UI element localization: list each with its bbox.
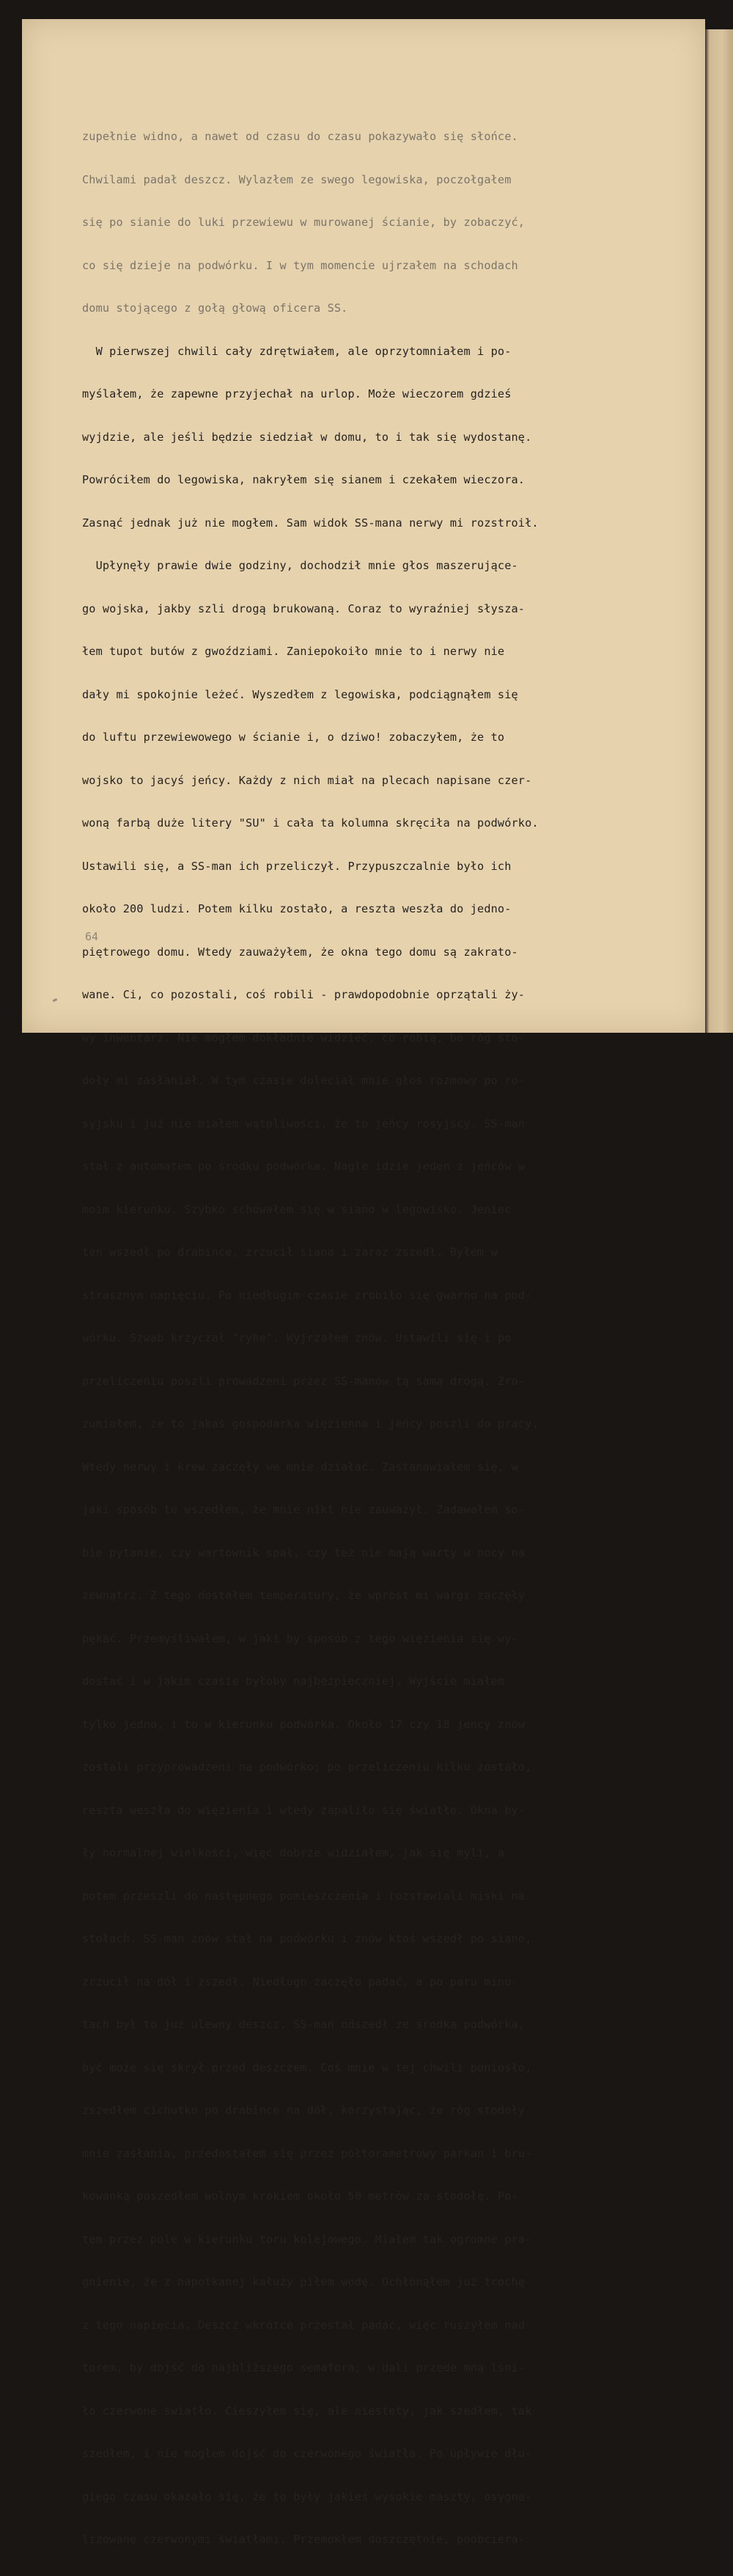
text-line: Zasnąć jednak już nie mogłem. Sam widok SS-mana nerwy mi rozstroił. bbox=[82, 516, 539, 530]
text-line: giego czasu okazało się, że to były jakieś wysokie maszty, osygna- bbox=[82, 2489, 532, 2503]
text-line: reszta weszła do więzienia i wtedy zapaliło się światło. Okna by- bbox=[82, 1803, 526, 1817]
text-line: zumiałem, że to jakaś gospodarka więzienna i jeńcy poszli do pracy. bbox=[82, 1417, 539, 1430]
text-line: łem tupot butów z gwoździami. Zaniepokoiło mnie to i nerwy nie bbox=[82, 645, 505, 658]
text-line: wórku. Szwab krzyczał "ryhe". Wyjrzałem znów. Ustawili się i po bbox=[82, 1331, 512, 1344]
text-line: wojsko to jacyś jeńcy. Każdy z nich miał na plecach napisane czer- bbox=[82, 773, 532, 787]
text-line: co się dzieje na podwórku. I w tym momencie ujrzałem na schodach bbox=[82, 258, 518, 272]
text-line: woną farbą duże litery "SU" i cała ta kolumna skręciła na podwórko. bbox=[82, 816, 539, 830]
text-line: Ustawili się, a SS-man ich przeliczył. Przypuszczalnie było ich bbox=[82, 859, 512, 873]
text-line: jaki sposób tu wszedłem, że mnie nikt nie zauważył. Zadawałem so- bbox=[82, 1503, 526, 1516]
text-line: gnienie, że z napotkanej kałuży piłem wodę. Ochłonąłem już trochę bbox=[82, 2275, 526, 2288]
text-line: go wojska, jakby szli drogą brukowaną. Coraz to wyraźniej słysza- bbox=[82, 601, 526, 615]
text-line: potem przeszli do następnego pomieszczenia i rozstawiali miski na bbox=[82, 1889, 526, 1903]
page-number: 64 bbox=[85, 930, 99, 943]
text-line: wyjdzie, ale jeśli będzie siedział w domu, to i tak się wydostanę. bbox=[82, 430, 532, 444]
text-line: zewnątrz. Z tego dostałem temperatury, że wprost mi wargi zaczęły bbox=[82, 1589, 526, 1602]
text-line: moim kierunku. Szybko schowałem się w siano w legowisko. Jeniec bbox=[82, 1202, 512, 1216]
text-line: zszedłem cichutko po drabince na dół, korzystając, że róg stodoły bbox=[82, 2104, 526, 2117]
body-text bbox=[82, 101, 668, 2576]
text-line: Upłynęły prawie dwie godziny, dochodził mnie głos maszerujące- bbox=[82, 559, 518, 572]
text-line: z tego napięcia. Deszcz wkrótce przestał padać, więc ruszyłem nad bbox=[82, 2318, 526, 2332]
text-line: około 200 ludzi. Potem kilku zostało, a reszta weszła do jedno- bbox=[82, 902, 512, 915]
text-line: Chwilami padał deszcz. Wylazłem ze swego legowiska, poczołgałem bbox=[82, 172, 512, 186]
text-line: przeliczeniu poszli prowadzeni przez SS-manów tą samą drogą. Zro- bbox=[82, 1374, 526, 1388]
text-line: dały mi spokojnie leżeć. Wyszedłem z legowiska, podciągnąłem się bbox=[82, 687, 518, 701]
text-line: być może się skrył przed deszczem. Coś mnie w tej chwili poniosło, bbox=[82, 2060, 532, 2074]
text-line: Powróciłem do legowiska, nakryłem się sianem i czekałem wieczora. bbox=[82, 473, 526, 486]
text-line: Wtedy nerwy i krew zaczęły we mnie działać. Zastanawiałem się, w bbox=[82, 1460, 518, 1474]
text-line: się po sianie do luki przewiewu w murowanej ścianie, by zobaczyć, bbox=[82, 216, 526, 229]
text-line: ten wszedł po drabince, zrzucił siana i zaraz zszedł. Byłem w bbox=[82, 1245, 498, 1259]
text-line: ło czerwone światło. Cieszyłem się, ale niestety, jak szedłem, tak bbox=[82, 2404, 532, 2418]
text-line: strasznym napięciu. Po niedługim czasie zrobiło się gwarno na pod- bbox=[82, 1288, 532, 1302]
text-line: lizowane czerwonymi światłami. Przemokłem doszczętnie, poobciera- bbox=[82, 2533, 526, 2546]
text-line: zupełnie widno, a nawet od czasu do czasu pokazywało się słońce. bbox=[82, 130, 518, 143]
text-line: tach był to już ulewny deszcz. SS-man odszedł ze środka podwórka, bbox=[82, 2018, 526, 2031]
text-line: torem, by dojść do najbliższego semafora; w dali przede mną lśni- bbox=[82, 2361, 526, 2374]
text-line: zrzucił na dół i zszedł. Niedługo zaczęło padać, a po paru minu- bbox=[82, 1975, 518, 1988]
text-line: pękać. Przemyśliwałem, w jaki by sposób z tego więzienia się wy- bbox=[82, 1631, 518, 1645]
text-line: wy inwentarz. Nie mogłem dokładnie widzieć, co robią, bo róg sto- bbox=[82, 1031, 526, 1044]
text-line: dostać i w jakim czasie byłoby najbezpieczniej. Wyjście miałem bbox=[82, 1675, 505, 1688]
text-line: tylko jedno, i to w kierunku podwórka. Około 17 czy 18 jeńcy znów bbox=[82, 1717, 526, 1731]
text-line: myślałem, że zapewne przyjechał na urlop. Może wieczorem gdzieś bbox=[82, 387, 512, 400]
text-line: zostali przyprowadzeni na podwórko; po przeliczeniu kilku zostało, bbox=[82, 1760, 532, 1774]
text-line: mnie zasłania, przedostałem się przez półtorametrowy parkan i bru- bbox=[82, 2146, 532, 2160]
text-line: ły normalnej wielkości, więc dobrze widziałem, jak się myli, a bbox=[82, 1846, 505, 1859]
text-line: stołach. SS-man znów stał na podwórku i znów ktoś wszedł po siano, bbox=[82, 1932, 532, 1945]
text-line: wane. Ci, co pozostali, coś robili - prawdopodobnie oprzątali ży- bbox=[82, 988, 526, 1001]
text-line: piętrowego domu. Wtedy zauważyłem, że okna tego domu są zakrato- bbox=[82, 945, 518, 959]
next-page-edge bbox=[705, 29, 733, 1033]
text-line: domu stojącego z gołą głową oficera SS. bbox=[82, 301, 348, 315]
text-line: kowanką poszedłem wolnym krokiem około 50 metrów za stodołę. Po- bbox=[82, 2189, 518, 2203]
text-line: stał z automatem po środku podwórka. Nagle idzie jeden z jeńców w bbox=[82, 1160, 526, 1173]
text-line: tem przez pole w kierunku toru kolejowego. Miałem tak ogromne pra- bbox=[82, 2232, 532, 2246]
text-line: doły mi zasłaniał. W tym czasie doleciał mnie głos rozmowy po ro- bbox=[82, 1074, 526, 1087]
text-line: bie pytanie, czy wartownik spał, czy też nie mają warty w nocy na bbox=[82, 1545, 526, 1559]
text-line: szedłem, i nie mogłem dojść do czerwonego światła. Po upływie dłu- bbox=[82, 2447, 532, 2460]
text-line: syjsku i już nie miałem wątpliwości, że to jeńcy rosyjscy. SS-man bbox=[82, 1116, 526, 1130]
text-line: do luftu przewiewowego w ścianie i, o dziwo! zobaczyłem, że to bbox=[82, 731, 505, 744]
text-line: W pierwszej chwili cały zdrętwiałem, ale oprzytomniałem i po- bbox=[82, 344, 512, 358]
